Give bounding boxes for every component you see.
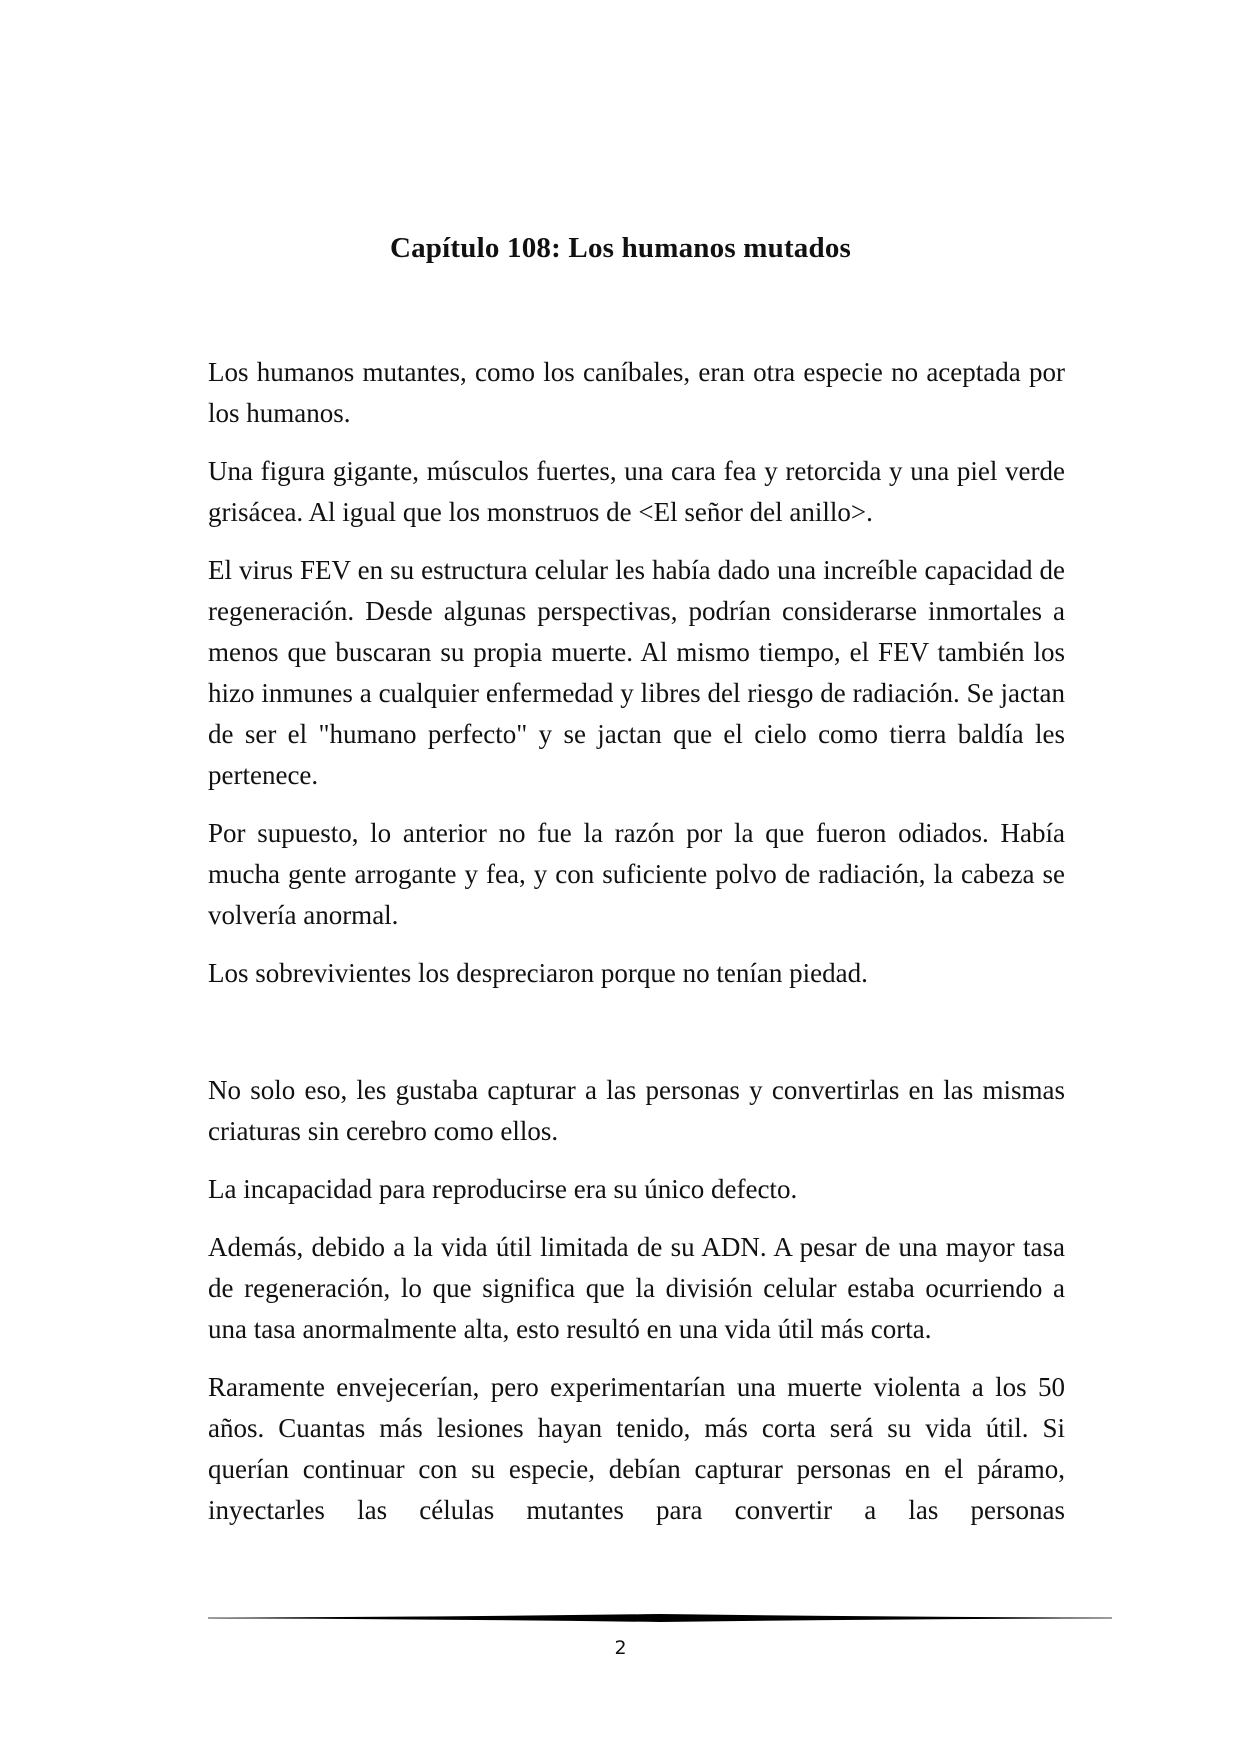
paragraph: No solo eso, les gustaba capturar a las personas y convertirlas en las mismas criaturas sin cerebro como ellos. [208,1075,1065,1146]
paragraph: Los sobrevivientes los despreciaron porque no tenían piedad. [208,958,868,988]
chapter-title: Capítulo 108: Los humanos mutados [389,232,852,264]
footer-divider [208,1612,1112,1624]
paragraph: Los humanos mutantes, como los caníbales, eran otra especie no aceptada por los humanos. [208,357,1065,428]
text-block-top [208,352,1065,1011]
paragraph: Raramente envejecerían, pero experimentarían una muerte violenta a los 50 años. Cuantas más lesiones hayan tenido, más corta será su vida útil. Si querían continuar con su especie, debían capturar personas en el páramo, inyectarles las células mutantes para convertir a las personas [208,1372,1065,1525]
paragraph: El virus FEV en su estructura celular les había dado una increíble capacidad de regeneración. Desde algunas perspectivas, podrían considerarse inmortales a menos que buscaran su propia muerte. Al mismo tiempo, el FEV también los hizo inmunes a cualquier enfermedad y libres del riesgo de radiación. Se jactan de ser el "humano perfecto" y se jactan que el cielo como tierra baldía les pertenece. [208,555,1065,790]
paragraph: La incapacidad para reproducirse era su único defecto. [208,1174,798,1204]
paragraph: Por supuesto, lo anterior no fue la razón por la que fueron odiados. Había mucha gente arrogante y fea, y con suficiente polvo de radiación, la cabeza se volvería anormal. [208,818,1065,930]
paragraph: Además, debido a la vida útil limitada de su ADN. A pesar de una mayor tasa de regeneración, lo que significa que la división celular estaba ocurriendo a una tasa anormalmente alta, esto resultó en una vida útil más corta. [208,1232,1065,1344]
text-block-bottom [208,1070,1065,1531]
paragraph: Una figura gigante, músculos fuertes, una cara fea y retorcida y una piel verde grisácea. Al igual que los monstruos de <El señor del anillo>. [208,456,1065,527]
page-number: 2 [614,1637,627,1659]
